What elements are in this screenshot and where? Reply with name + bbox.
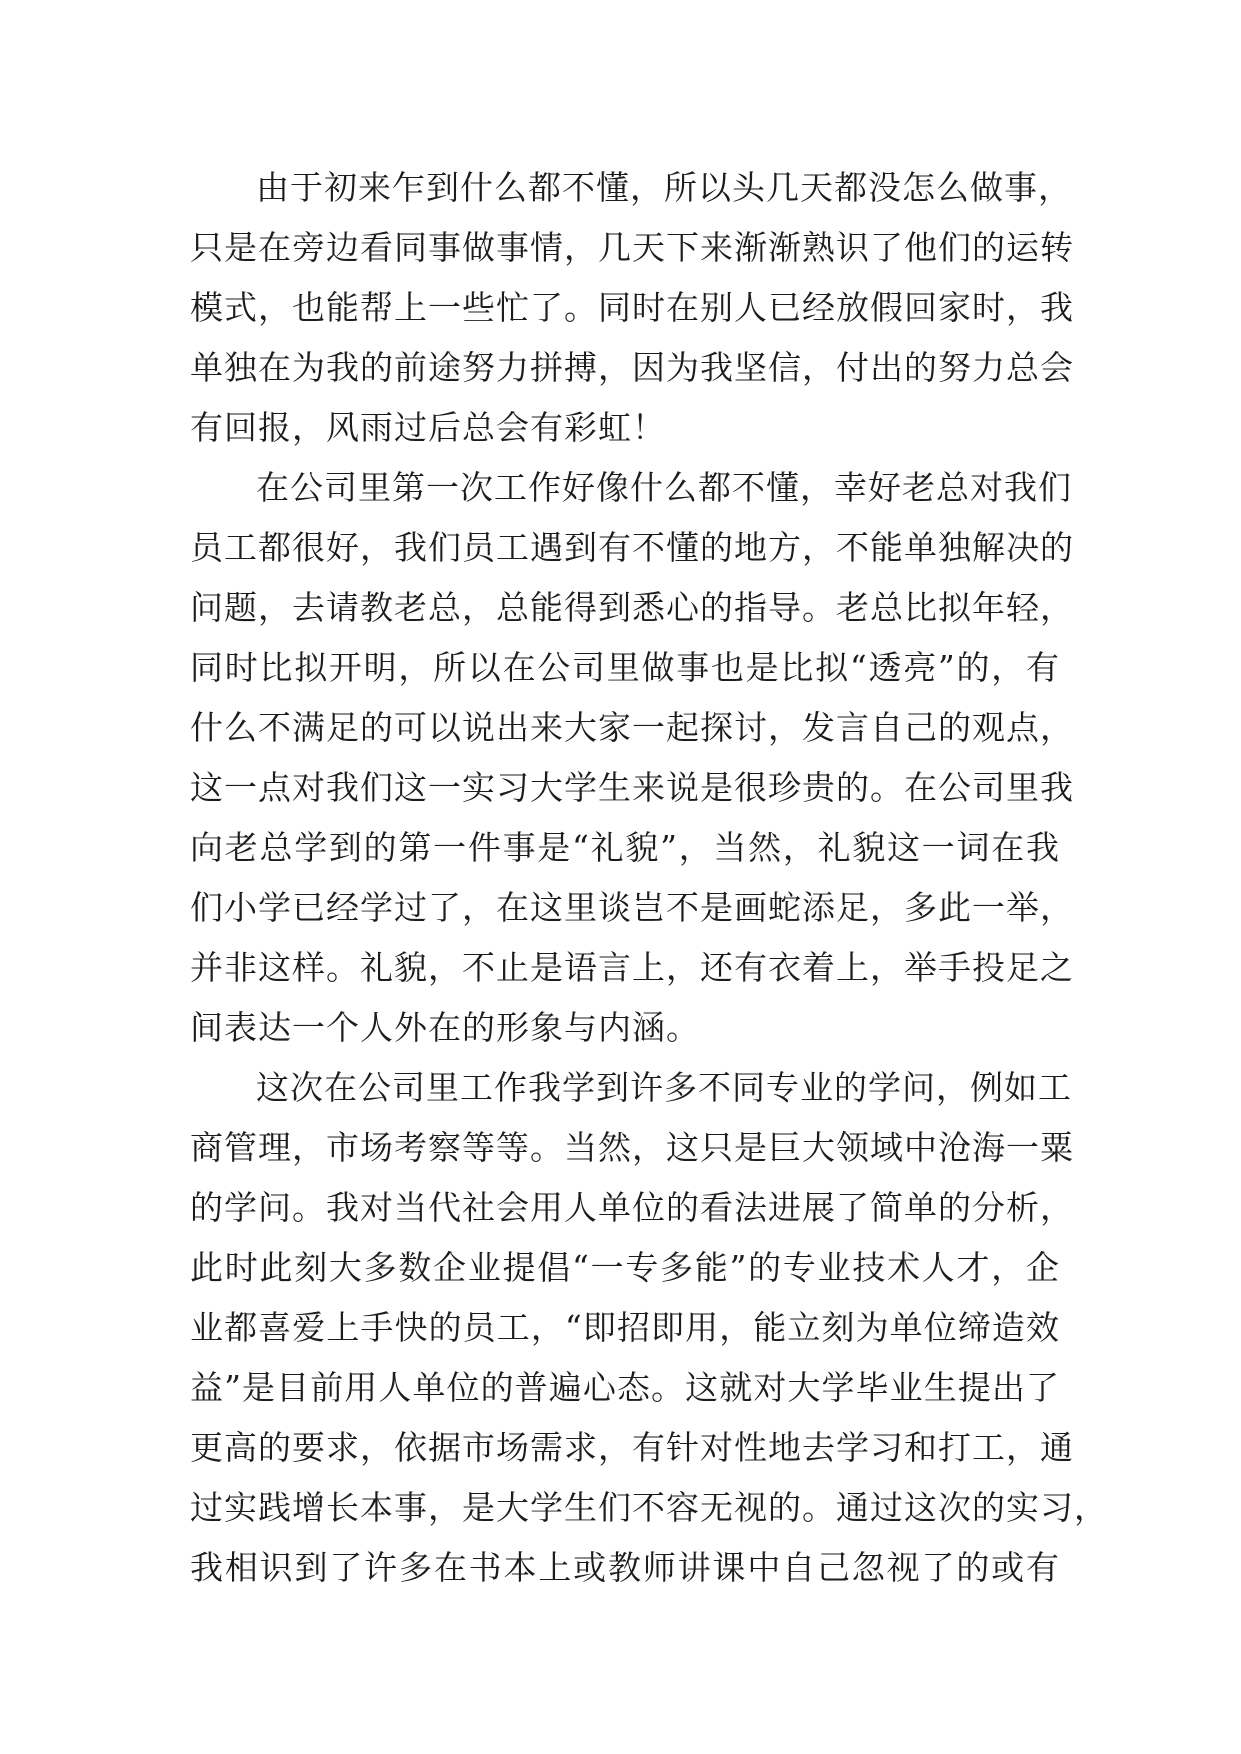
text-line: 间表达一个人外在的形象与内涵。 [190, 1008, 700, 1047]
text-line: 的学问。我对当代社会用人单位的看法进展了简单的分析， [190, 1188, 1074, 1227]
text-line: 在公司里第一次工作好像什么都不懂，幸好老总对我们 [256, 468, 1072, 507]
text-line: 单独在为我的前途努力拼搏，因为我坚信，付出的努力总会 [190, 348, 1074, 387]
text-line: 这一点对我们这一实习大学生来说是很珍贵的。在公司里我 [190, 768, 1074, 807]
text-line: 们小学已经学过了，在这里谈岂不是画蛇添足，多此一举， [190, 888, 1074, 927]
text-line: 我相识到了许多在书本上或教师讲课中自己忽视了的或有 [190, 1548, 1060, 1587]
text-line: 向老总学到的第一件事是“礼貌”，当然，礼貌这一词在我 [190, 828, 1060, 867]
document-body [190, 158, 1108, 1598]
text-line: 这次在公司里工作我学到许多不同专业的学问，例如工 [256, 1068, 1072, 1107]
paragraph-3 [190, 1058, 1108, 1598]
text-line: 业都喜爱上手快的员工，“即招即用，能立刻为单位缔造效 [190, 1308, 1060, 1347]
text-line: 什么不满足的可以说出来大家一起探讨，发言自己的观点， [190, 708, 1074, 747]
text-line: 模式，也能帮上一些忙了。同时在别人已经放假回家时，我 [190, 288, 1074, 327]
text-line: 同时比拟开明，所以在公司里做事也是比拟“透亮”的，有 [190, 648, 1060, 687]
text-line: 并非这样。礼貌，不止是语言上，还有衣着上，举手投足之 [190, 948, 1074, 987]
text-line: 有回报，风雨过后总会有彩虹！ [190, 408, 666, 447]
text-line: 由于初来乍到什么都不懂，所以头几天都没怎么做事， [256, 168, 1072, 207]
text-line: 员工都很好，我们员工遇到有不懂的地方，不能单独解决的 [190, 528, 1074, 567]
text-line: 问题，去请教老总，总能得到悉心的指导。老总比拟年轻， [190, 588, 1074, 627]
text-line: 此时此刻大多数企业提倡“一专多能”的专业技术人才，企 [190, 1248, 1060, 1287]
paragraph-1 [190, 158, 1074, 458]
text-line: 益”是目前用人单位的普遍心态。这就对大学毕业生提出了 [190, 1368, 1060, 1407]
paragraph-2 [190, 458, 1074, 1058]
text-line: 只是在旁边看同事做事情，几天下来渐渐熟识了他们的运转 [190, 228, 1074, 267]
text-line: 更高的要求，依据市场需求，有针对性地去学习和打工，通 [190, 1428, 1074, 1467]
text-line: 商管理，市场考察等等。当然，这只是巨大领域中沧海一粟 [190, 1128, 1074, 1167]
text-line: 过实践增长本事，是大学生们不容无视的。通过这次的实习， [190, 1488, 1108, 1527]
